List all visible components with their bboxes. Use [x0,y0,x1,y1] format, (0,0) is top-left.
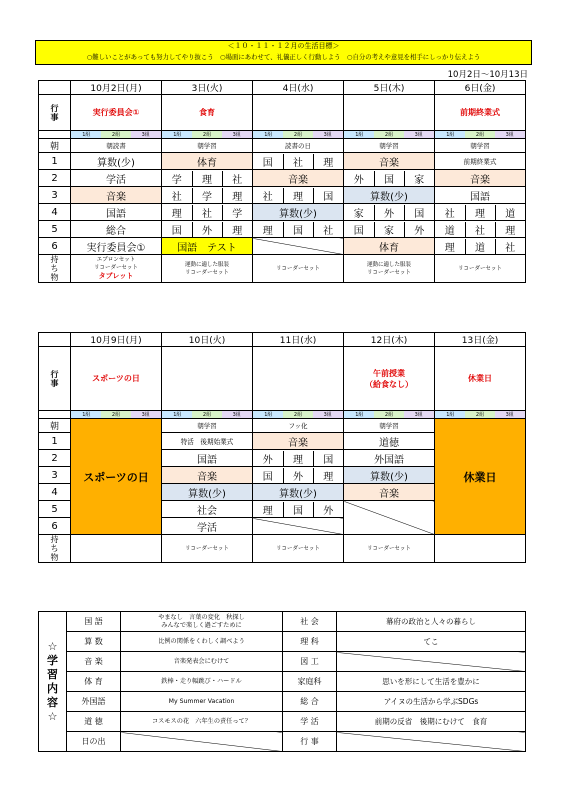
week2-mochimono: 持 ち 物 リコーダーセット リコーダーセット リコーダーセット [39,535,526,563]
learning-row: 外国語 My Summer Vacation 総 合 アイヌの生活から学ぶSDGs [39,692,526,712]
class-labels: 1組 2組 3組 [253,131,344,139]
event-cell [344,95,435,131]
learning-row: 算 数 比例の関係をくわしく調べよう 理 科 てこ [39,632,526,652]
class-labels: 1組 2組 3組 [71,131,162,139]
learning-row: 日の出 行 事 [39,732,526,752]
week2-asa-row: 朝 スポーツの日 朝学習 フッ化 朝学習 休業日 [39,419,526,433]
day-cell: 6日(金) [435,81,526,95]
day-cell: 10月2日(月) [71,81,162,95]
class-labels: 1組 2組 3組 [435,131,526,139]
sports-day-block: スポーツの日 [71,419,162,535]
holiday-block: 休業日 [435,419,526,535]
week2-period-4: 4 算数(少) 算数(少) 音楽 [39,484,526,501]
week1-class-row [39,131,526,139]
learning-content-table [38,611,526,752]
event-cell: 実行委員会① [71,95,162,131]
day-cell: 3日(火) [162,81,253,95]
goals-body: ○難しいことがあっても努力してやり抜こう ○場面にあわせて、礼儀正しく行動しよう ○自分の考えや意見を相手にしっかり伝えよう [86,53,481,61]
date-range: 10月2日～10月13日 [447,70,528,80]
week1-period-5: 5 総合 国 外 理 理 国 社 国 家 外 道 社 理 [39,221,526,238]
gyouji-label: 行 事 [39,95,71,131]
day-cell: 4日(水) [253,81,344,95]
week1-period-2: 2 学活 学 理 社 音楽 外 国 家 音楽 [39,170,526,187]
week1-events [39,95,526,131]
week2-period-2: 2 国語 外 理 国 外国語 [39,450,526,467]
class-labels: 1組 2組 3組 [162,131,253,139]
event-cell: 食育 [162,95,253,131]
day-cell: 5日(木) [344,81,435,95]
week2-events: 行 事 スポーツの日 午前授業 （給食なし） 休業日 [39,347,526,411]
week2-period-3: 3 音楽 国 外 理 算数(少) [39,467,526,484]
week2-period-1: 1 特活 後期始業式 音楽 道徳 [39,433,526,450]
week2-day-header: 10月9日(月) 10日(火) 11日(水) 12日(木) 13日(金) [39,333,526,347]
week1-day-header [39,81,526,95]
week1-mochimono: 持 ち 物 エプロンセット リコーダーセット タブレット 運動に適した服装 リコーダーセット リコーダーセット 運動に適した服装 リコーダーセット リコーダーセット [39,255,526,283]
learning-row: ☆ 学 習 内 容 ☆ 国 語 やまなし 言葉の変化 秋探し みんなで楽しく過ごすために 社 会 幕府の政治と人々の暮らし [39,612,526,632]
asa-label: 朝 [39,139,71,153]
event-cell [253,95,344,131]
monthly-goals-box [35,40,532,65]
learning-heading: ☆ 学 習 内 容 ☆ [39,612,67,752]
week1-period-1: 1 算数(少) 体育 国 社 理 音楽 前期終業式 [39,153,526,170]
week1-period-3: 3 音楽 社 学 理 社 理 国 算数(少) 国語 [39,187,526,204]
week2-period-5: 5 社会 理 国 外 [39,501,526,518]
goals-title: ＜１０・１１・１２月の生活目標＞ [227,42,340,50]
class-labels: 1組 2組 3組 [344,131,435,139]
week2-class-row: 1組 2組 3組 1組 2組 3組 1組 2組 3組 1組 2組 3組 1組 2組 3組 [39,411,526,419]
week2-schedule [38,332,526,563]
week1-schedule [38,80,526,283]
learning-row: 体 育 鉄棒・走り幅跳び・ハードル 家庭科 思いを形にして生活を豊かに [39,672,526,692]
week1-period-4: 4 国語 理 社 学 算数(少) 家 外 国 社 理 道 [39,204,526,221]
learning-row: 音 楽 音楽発表会にむけて 図 工 [39,652,526,672]
week1-period-6: 6 実行委員会① 国語 テスト 体育 理 道 社 [39,238,526,255]
event-cell: 前期終業式 [435,95,526,131]
learning-row: 道 徳 コスモスの花 六年生の責任って？ 学 活 前期の反省 後期にむけて 食育 [39,712,526,732]
week2-period-6: 6 学活 [39,518,526,535]
week1-asa-row: 朝 朝読書 朝学習 読書の日 朝学習 朝学習 [39,139,526,153]
